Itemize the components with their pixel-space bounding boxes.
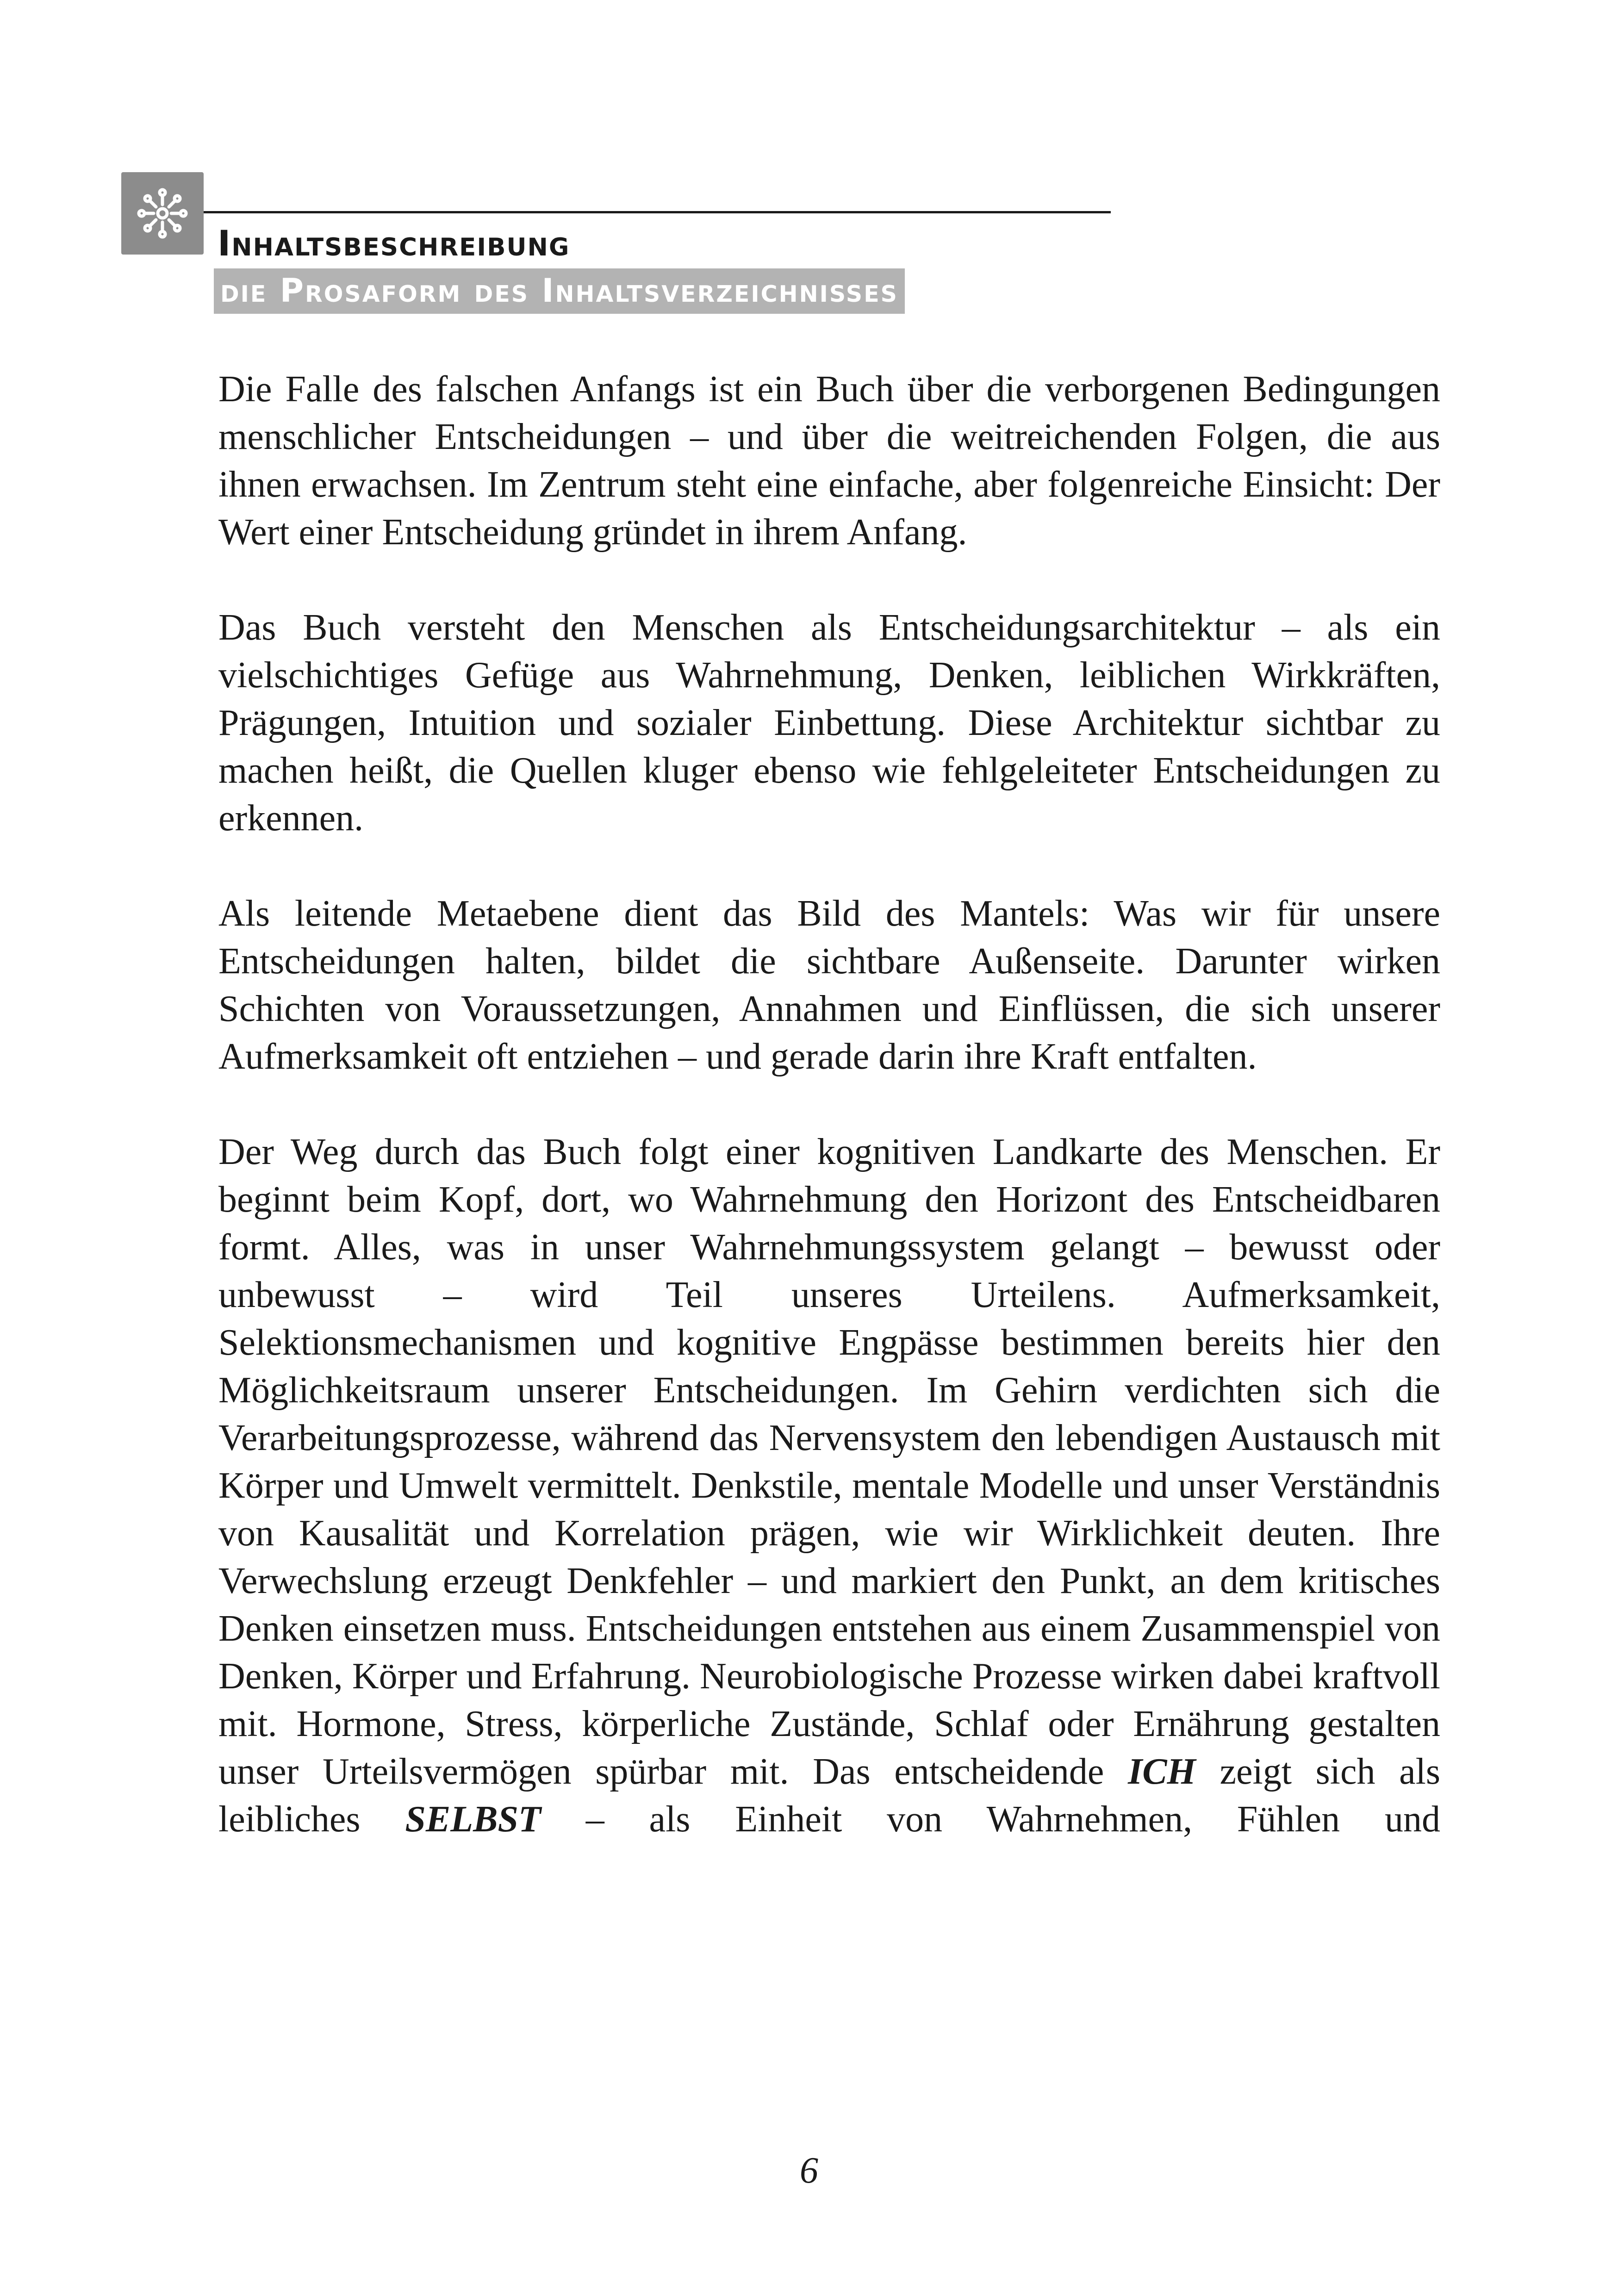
section-icon [121,172,204,255]
section-subtitle: die Prosaform des Inhaltsverzeichnisses [214,268,905,314]
body-text [218,366,1440,1843]
paragraph [218,1128,1440,1843]
paragraph-text: zeigt sich als leibliches [218,1751,1440,1840]
header-rule [204,211,1111,213]
paragraph-text: – als Einheit von Wahrnehmen, Fühlen und [541,1799,1441,1840]
paragraph: Das Buch versteht den Menschen als Entscheidungsarchitektur – als ein vielschichtiges Gefüge aus Wahrnehmung, Denken, leiblichen Wirkkräften, Prägungen, Intuition und sozialer Einbettung. Diese Architektur sichtbar zu machen heißt, die Quellen kluger ebenso wie fehlgeleiteter Entscheidungen zu erkennen. [218,607,1440,839]
page-number: 6 [800,2150,818,2191]
paragraph: Die Falle des falschen Anfangs ist ein Buch über die verborgenen Bedingungen menschlicher Entscheidungen – und über die weitreichenden Folgen, die aus ihnen erwachsen. Im Zentrum steht eine einfache, aber folgenreiche Einsicht: Der Wert einer Entscheidung gründet in ihrem Anfang. [218,369,1440,553]
asterisk-flower-icon [121,172,204,255]
paragraph: Als leitende Metaebene dient das Bild des Mantels: Was wir für unsere Entscheidungen halten, bildet die sichtbare Außenseite. Darunter wirken Schichten von Voraussetzungen, Annahmen und Einflüssen, die sich unserer Aufmerksamkeit oft entziehen – und gerade darin ihre Kraft entfalten. [218,893,1440,1077]
emphasis-ich: ICH [1128,1751,1196,1792]
paragraph-text: Der Weg durch das Buch folgt einer kognitiven Landkarte des Menschen. Er beginnt beim Kopf, dort, wo Wahrnehmung den Horizont des Entscheidbaren formt. Alles, was in unser Wahrnehmungssystem gelangt – bewusst oder unbewusst – wird Teil unseres Urteilens. Aufmerksamkeit, Selektionsmechanismen und kognitive Engpässe bestimmen bereits hier den Möglichkeitsraum unserer Entscheidungen. Im Gehirn verdichten sich die Verarbeitungsprozesse, während das Nervensystem den lebendigen Austausch mit Körper und Umwelt vermittelt. Denkstile, mentale Modelle und unser Verständnis von Kausalität und Korrelation prägen, wie wir Wirklichkeit deuten. Ihre Verwechslung erzeugt Denkfehler – und markiert den Punkt, an dem kritisches Denken einsetzen muss. Entscheidungen entstehen aus einem Zusammenspiel von Denken, Körper und Erfahrung. Neurobiologische Prozesse wirken dabei kraftvoll mit. Hormone, Stress, körperliche Zustände, Schlaf oder Ernährung gestalten unser Urteilsvermögen spürbar mit. Das entscheidende [218,1132,1440,1792]
section-title: Inhaltsbeschreibung [218,223,570,264]
emphasis-selbst: SELBST [405,1799,541,1840]
